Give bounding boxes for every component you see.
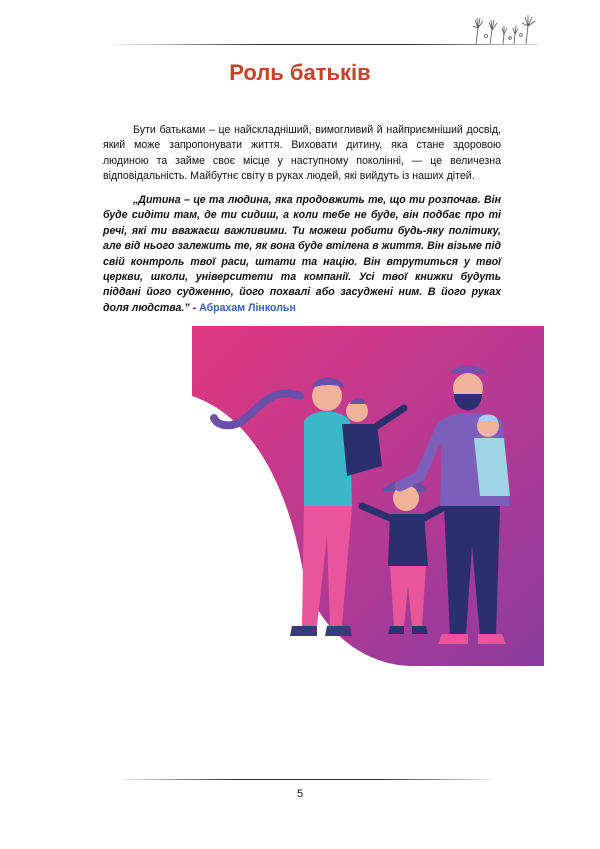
page-number: 5 bbox=[296, 788, 304, 800]
intro-paragraph bbox=[103, 123, 501, 185]
family-illustration bbox=[192, 326, 544, 666]
quote-text: „Дитина – це та людина, яка продовжить те, що ти розпочав. Він буде сидіти там, де ти сидиш, а коли тебе не буде, він подбає про ті речі, які ти вважаєш важливими. Ти можеш робити будь-яку політику, але від нього залежить те, як вона буде втілена в життя. Він візьме під свій контроль твої раси, штати та націю. Він втрутиться у твої церкви, школи, університети та компанії. Усі твої книжки будуть піддані його судженню, його похвалі або засуджені ним. В його руках доля людства.” - bbox=[103, 194, 501, 314]
page-title: Роль батьків bbox=[229, 60, 371, 85]
lincoln-quote bbox=[103, 193, 501, 316]
hands-family-logo-icon bbox=[470, 14, 540, 46]
intro-paragraph-text: Бути батьками – це найскладніший, вимогливий й найприємніший досвід, який може запропонувати життя. Виховати дитину, яка стане здоровою людиною та займе своє місце у наступному поколінні, — це величезна відповідальність. Майбутнє світу в руках людей, які вийдуть із наших дітей. bbox=[103, 124, 501, 183]
footer-rule bbox=[122, 779, 492, 780]
quote-author: Абрахам Лінкольн bbox=[199, 301, 296, 314]
